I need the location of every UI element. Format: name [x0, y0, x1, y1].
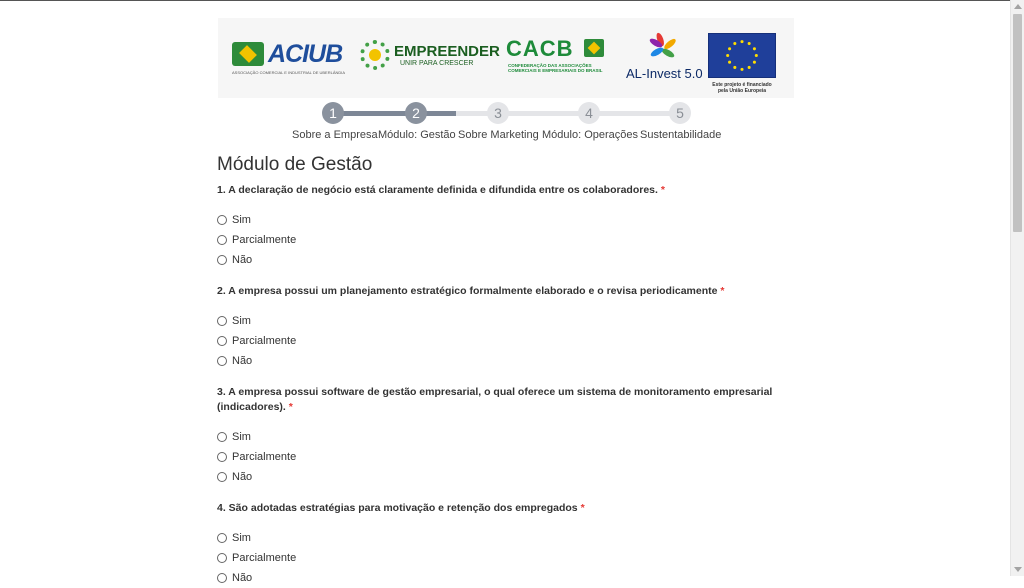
question-4-text: [217, 501, 797, 516]
required-mark: *: [580, 502, 585, 514]
question-1-option-parcialmente[interactable]: [217, 230, 797, 250]
option-label: Sim: [232, 214, 251, 226]
step-1-label: Sobre a Empresa: [292, 129, 378, 141]
question-1-option-sim[interactable]: [217, 210, 797, 230]
partner-logos-banner: [218, 18, 794, 98]
question-2-label: 2. A empresa possui um planejamento estratégico formalmente elaborado e o revisa periodicamente: [217, 285, 718, 297]
option-label: Sim: [232, 532, 251, 544]
aciub-logo: [232, 40, 348, 76]
required-mark: *: [720, 285, 725, 297]
cacb-emblem-icon: [584, 39, 604, 57]
cacb-logo-text: CACB: [506, 36, 574, 61]
option-label: Não: [232, 355, 253, 367]
eu-logo: [708, 33, 778, 97]
question-2-option-sim[interactable]: [217, 311, 797, 331]
question-3-option-parcialmente[interactable]: [217, 447, 797, 467]
cacb-logo: [506, 36, 610, 76]
question-4-option-nao[interactable]: [217, 568, 797, 588]
step-5[interactable]: [640, 102, 720, 141]
empreender-emblem-icon: [360, 40, 390, 70]
radio-button[interactable]: [217, 573, 227, 583]
question-1: [217, 183, 797, 270]
option-label: Não: [232, 254, 253, 266]
radio-button[interactable]: [217, 472, 227, 482]
question-1-options: [217, 198, 797, 270]
step-5-circle: 5: [669, 102, 691, 124]
radio-button[interactable]: [217, 432, 227, 442]
cacb-subtitle-line1: CONFEDERAÇÃO DAS ASSOCIAÇÕES: [508, 63, 592, 68]
question-3-text: [217, 385, 797, 415]
step-1-circle: 1: [322, 102, 344, 124]
empreender-logo-subtitle: UNIR PARA CRESCER: [400, 60, 474, 67]
option-label: Sim: [232, 315, 251, 327]
question-3-label: 3. A empresa possui software de gestão empresarial, o qual oferece um sistema de monitoramento empresarial (indicadores).: [217, 386, 773, 413]
option-label: Parcialmente: [232, 451, 297, 463]
question-1-text: [217, 183, 797, 198]
option-label: Sim: [232, 431, 251, 443]
eu-funding-caption: [708, 82, 776, 94]
al-invest-flower-icon: [648, 32, 678, 62]
question-2: [217, 284, 797, 371]
option-label: Parcialmente: [232, 335, 297, 347]
option-label: Parcialmente: [232, 234, 297, 246]
question-3-option-nao[interactable]: [217, 467, 797, 487]
question-4-option-parcialmente[interactable]: [217, 548, 797, 568]
question-4-label: 4. São adotadas estratégias para motivação e retenção dos empregados: [217, 502, 578, 514]
question-4: [217, 501, 797, 588]
form-content: [217, 154, 797, 588]
step-2[interactable]: [378, 102, 454, 141]
empreender-logo: [360, 40, 500, 74]
step-3-label: Sobre Marketing: [458, 129, 539, 141]
question-2-options: [217, 299, 797, 371]
step-4[interactable]: [542, 102, 636, 141]
question-3: [217, 385, 797, 487]
step-1[interactable]: [292, 102, 378, 141]
step-4-circle: 4: [578, 102, 600, 124]
page-scrollbar[interactable]: [1010, 0, 1024, 576]
cacb-subtitle-line2: COMERCIAIS E EMPRESARIAIS DO BRASIL: [508, 68, 603, 73]
radio-button[interactable]: [217, 316, 227, 326]
option-label: Parcialmente: [232, 552, 297, 564]
question-4-option-sim[interactable]: [217, 528, 797, 548]
window-top-border: [0, 0, 1024, 1]
scroll-up-arrow-icon[interactable]: [1014, 4, 1022, 9]
radio-button[interactable]: [217, 553, 227, 563]
step-2-label: Módulo: Gestão: [378, 129, 456, 141]
scroll-down-arrow-icon[interactable]: [1014, 567, 1022, 572]
radio-button[interactable]: [217, 533, 227, 543]
scrollbar-thumb[interactable]: [1013, 14, 1022, 232]
radio-button[interactable]: [217, 336, 227, 346]
eu-flag-icon: [708, 33, 776, 78]
cacb-logo-subtitle: [508, 63, 603, 73]
question-4-options: [217, 516, 797, 588]
step-4-label: Módulo: Operações: [542, 129, 638, 141]
step-3-circle: 3: [487, 102, 509, 124]
step-3[interactable]: [458, 102, 538, 141]
question-3-option-sim[interactable]: [217, 427, 797, 447]
aciub-emblem-icon: [232, 42, 264, 66]
eu-caption-line2: pela União Europeia: [717, 88, 767, 94]
question-1-option-nao[interactable]: [217, 250, 797, 270]
empreender-logo-text: EMPREENDER: [394, 43, 500, 60]
al-invest-logo-text: AL-Invest 5.0: [626, 66, 703, 81]
radio-button[interactable]: [217, 356, 227, 366]
question-2-option-parcialmente[interactable]: [217, 331, 797, 351]
al-invest-logo: [626, 32, 706, 84]
question-2-text: [217, 284, 797, 299]
radio-button[interactable]: [217, 452, 227, 462]
eu-caption-line1: Este projeto é financiado: [712, 82, 772, 88]
question-1-label: 1. A declaração de negócio está claramente definida e difundida entre os colaboradores.: [217, 184, 658, 196]
radio-button[interactable]: [217, 235, 227, 245]
step-5-label: Sustentabilidade: [640, 129, 722, 141]
form-stepper: [292, 102, 722, 146]
required-mark: *: [288, 401, 293, 413]
option-label: Não: [232, 471, 253, 483]
question-3-options: [217, 415, 797, 487]
question-2-option-nao[interactable]: [217, 351, 797, 371]
section-title: Módulo de Gestão: [217, 154, 373, 175]
required-mark: *: [660, 184, 665, 196]
aciub-logo-subtitle: ASSOCIAÇÃO COMERCIAL E INDUSTRIAL DE UBERLÂNDIA: [232, 70, 346, 75]
aciub-logo-text: ACIUB: [268, 40, 343, 68]
option-label: Não: [232, 572, 253, 584]
step-2-circle: 2: [405, 102, 427, 124]
radio-button[interactable]: [217, 215, 227, 225]
radio-button[interactable]: [217, 255, 227, 265]
